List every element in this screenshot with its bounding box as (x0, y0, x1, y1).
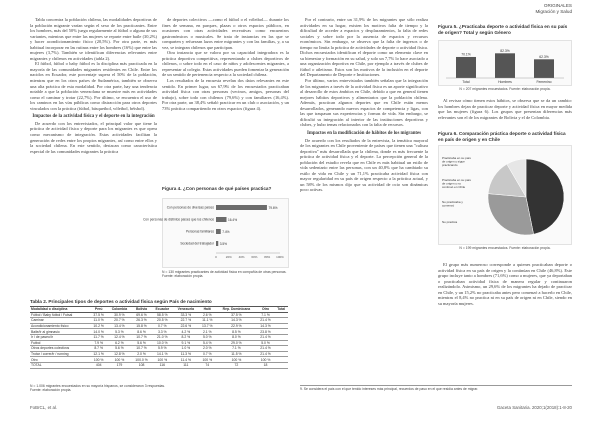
table-cell: 1.0 % (173, 346, 198, 352)
column-header: Venezuela (173, 307, 198, 313)
category-label: Personas familiares (186, 229, 214, 234)
table-cell: 0.7 % (199, 351, 216, 357)
table-cell: 21.4 % (257, 318, 274, 324)
table-cell: 11.3 % (173, 351, 198, 357)
table-cell: 0.7 % (152, 323, 174, 329)
paragraph: Por último, varios entrevistados también señalan que la integración de los migrantes a través de la actividad física es un aporte significativo al desarrollo de estos ámbitos en Chile, debido a que en general tienen mejores hábitos deportivos y alimentarios que la población chilena. Además, practican algunos deportes que en Chile están menos desarrollados, generando nuevos espacios de competencia y ligas, con las que traspasan sus experiencias y formas de vida. Sin embargo, se dificultó su integración al interior de las instituciones deportivas y clubes, y hubo temas relacionados con la falta de recursos. (300, 78, 428, 128)
table-cell: 2.1 % (199, 329, 216, 335)
table-cell: 10.7 % (132, 346, 152, 352)
tick-label: 100% (276, 255, 284, 259)
table-cell: 404 (90, 362, 107, 368)
tick-label: 60% (251, 255, 258, 259)
tick-label: 20% (225, 255, 232, 259)
table-cell: 3.3 % (152, 329, 174, 335)
table-cell: 22.9 % (216, 323, 257, 329)
table-cell: 5.0 % (257, 340, 274, 346)
category-label: Femenino (536, 80, 552, 84)
table-cell: 7.1 % (257, 312, 274, 318)
bar (456, 57, 476, 78)
bar (495, 53, 515, 78)
table-cell: 18 (257, 362, 274, 368)
table-cell: 11.7 % (90, 334, 107, 340)
category-label: Total (462, 80, 470, 84)
table-cell: 11.4 % (173, 357, 198, 363)
table-cell: 2.0 % (199, 346, 216, 352)
data-label: 62.3% (539, 54, 549, 59)
paragraph: Otra instancia que se valora por su capacidad integradora es la práctica deportiva competitiva, representando a clubes deportivos de chilenos, o sobre todo en el caso de niños y adolescentes migrantes, a representar al colegio. Estas actividades pueden fomentar la generación de un sentido de pertenencia respecto a la sociedad chilena. (162, 50, 289, 78)
table-cell: 10.0 % (152, 340, 174, 346)
footnote: 9. Se considera el país con el que tenido intereses más principal, recuerdos de paso en el que residía antes de migrar. (300, 385, 572, 391)
table-cell: 37.5 % (216, 312, 257, 318)
table-cell: 22.6 % (173, 323, 198, 329)
table-cell: 8.5 % (216, 329, 257, 335)
data-label: 82.3% (500, 48, 510, 53)
paragraph: de deportes colectivos —como el fútbol o el vóleibol— durante los fines de semana, en parques, plazas o otros espacios públicos, en ocasiones con otras actividades recreativas como encuentros gastronómicos o musicales. Se trata de instancias en las que se comparten y refuerzan lazos entre migrantes y con las familias, y, a su vez, se integran chilenos que participan. (162, 17, 289, 50)
table-cell: 100 % (216, 357, 257, 363)
table-cell: 11.5 % (216, 351, 257, 357)
table-cell: Otros deportes colectivos (30, 346, 90, 352)
table-cell: 21.4 % (257, 351, 274, 357)
pie-label: Practicaba en su país de origen y sigue practicando (442, 156, 471, 168)
table-cell: 5.4 % (199, 340, 216, 346)
data-label: 16.4% (227, 218, 238, 222)
table-cell: 7.1 % (216, 346, 257, 352)
tick-label: 40% (238, 255, 245, 259)
figure-6-title: Figura 6. Comparación práctica deporte o actividad física en país de origen y en Chile (438, 131, 566, 142)
figure-5-chart (438, 40, 572, 86)
paragraph: De acuerdo con los entrevistados, el principal valor que tiene la práctica de actividad física y deporte para los migrantes es que opera como mecanismo de integración. Estas actividades facilitan la generación de redes entre los propios migrantes, así como entre ellos y la sociedad chilena. En este sentido, destacan como característica especial de las comunidades migrantes la práctica (30, 120, 157, 154)
table-cell: 12.4 % (107, 334, 131, 340)
paragraph: El grupo más numeroso corresponde a quienes practicaban deporte o actividad física en su país de origen y la continúan en Chile (46,8%). Este grupo incluye tanto a hombres (71,6%) como a mujeres, que ya deportaban o practicaban actividad física de manera regular y continuaron realizándolo. Asimismo, un 29,6% de los migrantes ha dejado de practicar en Chile, y un 15,2% no practicaba antes pero comenzó a hacerlo en Chile, mientras el 8,4% no practica ni en su país de origen ni en Chile, siendo en su mayoría mujeres. (438, 262, 572, 306)
table-cell: 14.1 % (152, 351, 174, 357)
table-2-title: Tabla 2. Principales tipos de deportes o actividad física según País de nacimiento (30, 299, 212, 304)
table-cell: 7.9 % (90, 340, 107, 346)
table-cell: 21.4 % (257, 334, 274, 340)
table-cell: 21.0 % (152, 334, 174, 340)
data-label: 7.4% (222, 230, 230, 234)
table-cell: 100 % (152, 357, 174, 363)
table-cell: 100 % (199, 357, 216, 363)
table-cell: 12.1 % (90, 351, 107, 357)
table-cell: 100 % (107, 357, 131, 363)
table-cell: 15.8 % (132, 323, 152, 329)
table-cell: 8.7 % (90, 346, 107, 352)
table-cell: 8.0 % (216, 334, 257, 340)
table-cell: Caminar (30, 318, 90, 324)
bar (216, 229, 221, 234)
column-4-bottom (438, 262, 572, 306)
column-header: Colombia (107, 307, 131, 313)
figure-4-title: Figura 4. ¿Con personas de qué países practica? (162, 186, 272, 191)
column-header: Ecuador (152, 307, 174, 313)
table-cell: 37.5 % (90, 312, 107, 318)
table-cell: 14.3 % (216, 318, 257, 324)
table-cell: 100.0 % (132, 357, 152, 363)
paragraph: Al revisar cómo tienen estos hábitos, se observa que se da un cambio: los hombres dejan de practicar deporte y actividad física en mayor medida que las mujeres (figura 6). Los grupos que presentan diferencias más relevantes son el de los migrantes de Bolivia y el de Colombia. (438, 98, 572, 120)
table-cell: 11.1 % (199, 318, 216, 324)
table-2-source: Fuente: elaboración propia. (30, 388, 72, 392)
table-cell: 30.9 % (107, 312, 131, 318)
table-cell: 12.8 % (107, 351, 131, 357)
table-2-note: N = 1.006 migrantes encuestados en su mayoría hispanos, se consideraron 3 respuestas. (30, 384, 166, 388)
table-cell: 6.2 % (107, 340, 131, 346)
table-cell: 5.0 % (199, 334, 216, 340)
bar (216, 217, 226, 222)
table-cell: 9.1 % (173, 340, 198, 346)
column-2 (162, 17, 289, 111)
table-cell: 74 (199, 362, 216, 368)
table-cell: 100 % (257, 357, 274, 363)
table-cell: 20.7 % (107, 318, 131, 324)
table-cell: 13.4 % (107, 323, 131, 329)
category-label: Sociedad del trabajador (180, 241, 214, 246)
table-cell: 14.3 % (257, 323, 274, 329)
table-cell: 4.2 % (173, 329, 198, 335)
pie-label: No practicaba y comenzó (442, 200, 463, 208)
pie-label: No practica (442, 220, 458, 224)
table-cell: Fútbol / Baby fútbol / Futsal (30, 312, 90, 318)
table-cell: 2.0 % (132, 351, 152, 357)
column-1 (30, 17, 157, 154)
table-cell: 33.3 % (173, 312, 198, 318)
column-4-top (438, 98, 572, 120)
table-cell: 5.9 % (152, 346, 174, 352)
column-header: Modalidad o disciplina (30, 307, 90, 313)
bar (216, 241, 218, 246)
table-cell: 10.7 % (132, 334, 152, 340)
column-header: Total (274, 307, 288, 313)
table-cell: Trotar / correr/ir / running (30, 351, 90, 357)
figure-5-note: N = 207 migrantes encuestados. Fuente: elaboración propia. (459, 87, 551, 91)
table-cell: 21.4 % (257, 346, 274, 352)
table-cell: Ir / de paseo/Ir (30, 334, 90, 340)
column-header: Perú (90, 307, 107, 313)
section-heading: Impactos de la actividad física y el deporte en la integración (32, 114, 155, 120)
table-cell: 23.8 % (257, 329, 274, 335)
table-cell: Otro (30, 357, 90, 363)
pie-label: Practicaba en su país de origen y no continuó en Chile (442, 178, 471, 190)
table-cell: 179 (107, 362, 131, 368)
table-cell: 5.6 % (107, 346, 131, 352)
bar (216, 205, 267, 210)
table-cell: 10.2 % (90, 323, 107, 329)
bar (534, 59, 554, 78)
paragraph: Tabla concentra la población chilena, las modalidades deportivas de la población migrante varían según el sexo de los practicantes. Entre los hombres, más del 50% juega regularmente al fútbol o alguna de sus variantes, mientras que entre las mujeres se reparte entre baile (30,2%) y hacer acondicionamiento físico (20,5%). Por otra parte, es más habitual incorporar en las rutinas entre los hombres (16%) que entre las mujeres (3,7%). También se identifican diferencias relevantes entre migrantes y chilenos en actividades (tabla 2). (30, 17, 157, 61)
table-cell: 29.0 % (216, 340, 257, 346)
paragraph: El fútbol, fútbol o baby fútbol es la disciplina más practicada en la mayoría de las comunidades migrantes residentes en Chile. Entre los nacidos en Ecuador, este porcentaje supera el 50% de la población, mientras que en los otros países de Sudamérica, también se observa una alta práctica de esta modalidad. Por otra parte, hay una tendencia notable a que la población venezolana se muestre más en actividades como el caminar y trotar (22,7%). Por último, se encuentra el uso de los caminos en las vías públicas como distracción para otros deportes vinculados con la práctica (fútbol, básquetbol, vóleibol, béisbol). (30, 61, 157, 111)
table-cell: 2.6 % (199, 312, 216, 318)
table-cell: 5.3 % (107, 329, 131, 335)
column-header: Otro (257, 307, 274, 313)
paragraph: De acuerdo con los resultados de la entrevista, la temática mayoral de los migrantes en Chile proveniente de países que tienen una "cultura deportiva" más desarrollada que la chilena, donde es más frecuente la práctica de actividad física y el deporte. La percepción general de la población del estudio revela que en Chile es más habitual un estilo de vida sedentario entre las personas, con un 40,8% que ha cambiado su estilo de vida en Chile y un 71,1% practicaba actividad física con mayor regularidad en su país de origen respecto a la práctica actual, y un 58% de los mismos dijo que su actividad de ocio son dinámicas poco activas. (300, 137, 428, 193)
table-cell: 69.6 % (132, 312, 152, 318)
paragraph: Por el contrario, entre un 31,9% de los migrantes que sólo realiza actividades en su hogar, existen los motivos falta de tiempo y la dificultad de acceder a espacios y desplazamientos, la falta de redes sociales y sobre todo por la ausencia de espacios y recursos económicos. Sin embargo, se observa que la falta de ingresos o de tiempo no limita la práctica de actividades de deporte o actividad física. Dichos encuestados identifican el deporte como un elemento clave en su bienestar y formación en su salud, y solo un 7,7% lo hace asociado a una organización deportiva en Chile, por ejemplo a través de clubes de fútbol o atletismo. Estos son los motivos de la inclusión en el deporte del Departamento de Deporte e Instituciones. (300, 17, 428, 78)
table-cell: 20.5 % (152, 318, 174, 324)
table-cell: Acondicionamiento físico (30, 323, 90, 329)
table-cell: 116 (152, 362, 174, 368)
figure-5-title: Figura 5. ¿Practicaba deporte o actividad física en su país de origen? Total y según Género (438, 24, 568, 35)
table-cell (274, 362, 288, 368)
paragraph: Los resultados de la encuesta revelan dos datos relevantes en este sentido. En primer lugar, un 67,9% de los encuestados practicaban actividad física con otras personas (vecinos, amigos, personas del trabajo), sobre todo con chilenos (79,6%) y con familiares (16,4%). Por otra parte, un 38,4% señaló practicar en un club o asociación, y un 73% práctica compartiendo en otros espacios (figura 4). (162, 78, 289, 111)
column-header: Haití (199, 307, 216, 313)
table-2 (30, 306, 288, 369)
footer-journal: Gaceta Sanitaria. 2020;1(2018):1-8-20 (496, 405, 572, 410)
table-cell: TOTAL (30, 362, 90, 368)
figure-4-chart (143, 198, 289, 268)
column-3 (300, 17, 428, 193)
figure-4-note: N = 130 migrantes practicantes de actividad física en compañía de otras personas. Fuente: elaboración propia. (162, 270, 287, 279)
data-label: 79.6% (268, 206, 278, 210)
table-cell: Baile/Ir al gimnasio (30, 329, 90, 335)
table-cell: Futbol (30, 340, 90, 346)
header-section: ORIGINALES (543, 3, 572, 8)
table-cell: 22.7 % (173, 318, 198, 324)
figure-6-chart (438, 145, 572, 245)
table-cell: 26.3 % (132, 318, 152, 324)
table-cell: 72 (216, 362, 257, 368)
column-header: Rep. Dominicana (216, 307, 257, 313)
table-cell: 13.7 % (199, 323, 216, 329)
table-cell: 11.0 % (90, 318, 107, 324)
footer-authors: FoBrCL, et al. (30, 405, 58, 410)
data-label: 70.1% (461, 52, 471, 57)
data-label: 3.5% (219, 242, 228, 246)
table-cell: 111 (173, 362, 198, 368)
table-cell: 8.6 % (132, 329, 152, 335)
tick-label: 80% (264, 255, 271, 259)
category-label: Con personas de diversas países (166, 205, 214, 210)
figure-6-note: N = 199 migrantes encuestados. Fuente: elaboración propia. (459, 246, 551, 250)
table-cell: 100 % (90, 357, 107, 363)
table-cell: 8.2 % (173, 334, 198, 340)
running-header (535, 3, 572, 14)
table-cell: 14.0 % (90, 329, 107, 335)
table-row (30, 362, 288, 368)
header-topic: Migración y Salud (535, 8, 572, 14)
section-heading: Impactos en la modificación de hábitos de los migrantes (306, 130, 422, 136)
column-header: Bolivia (132, 307, 152, 313)
table-cell: 58.5 % (152, 312, 174, 318)
category-label: Con personas de distintos países que los chilenos (143, 217, 214, 222)
table-cell: 5.6 % (132, 340, 152, 346)
category-label: Hombres (498, 80, 512, 84)
table-cell: 108 (132, 362, 152, 368)
tick-label: 0 (215, 255, 217, 259)
